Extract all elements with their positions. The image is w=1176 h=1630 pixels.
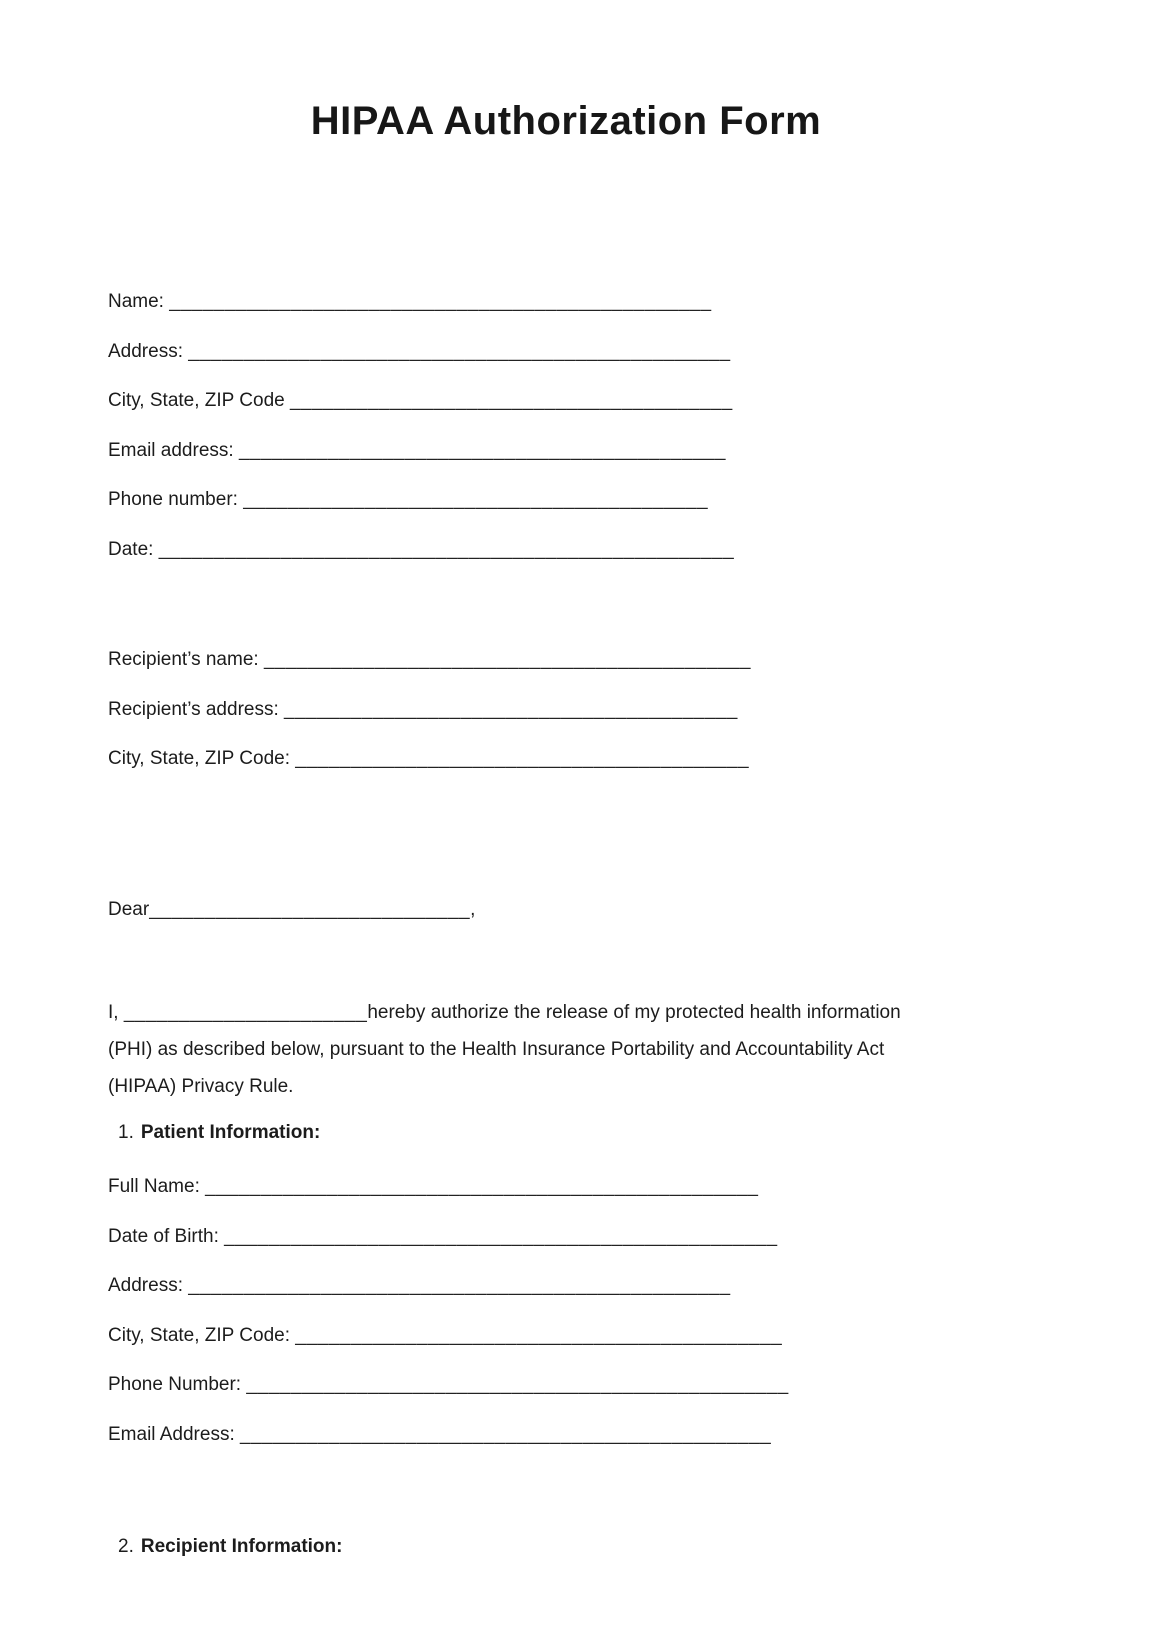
patient-full-name-field-row: [108, 1162, 1176, 1212]
date-field-label: Date:: [108, 538, 159, 560]
recipient-name-blank-line[interactable]: ____________________________________________: [263, 649, 751, 670]
recipient-address-field-label: Recipient’s address:: [108, 698, 285, 720]
salutation-blank-line[interactable]: _____________________________: [149, 898, 471, 920]
authorization-line-1-text: hereby authorize the release of my protected health information: [367, 1002, 901, 1023]
date-blank-line[interactable]: ____________________________________________________: [158, 538, 735, 560]
patient-dob-field-row: [108, 1212, 1176, 1262]
recipient-city-state-zip-blank-line[interactable]: _________________________________________: [295, 748, 750, 769]
patient-phone-field-label: Phone Number:: [108, 1374, 247, 1395]
recipient-city-state-zip-field-label: City, State, ZIP Code:: [108, 748, 296, 769]
email-blank-line[interactable]: ____________________________________________: [238, 439, 726, 461]
personal-info-group: [108, 277, 1176, 574]
authorization-line-1: [108, 994, 1176, 1031]
patient-city-state-zip-field-label: City, State, ZIP Code:: [108, 1324, 296, 1346]
page-title: HIPAA Authorization Form: [310, 99, 822, 143]
authorization-intro: I,: [108, 1002, 124, 1023]
patient-phone-blank-line[interactable]: _________________________________________________: [246, 1374, 789, 1395]
recipient-city-state-zip-field-row: [108, 734, 1176, 784]
patient-address-field-row: [108, 1261, 1176, 1311]
section-1-title: Patient Information:: [140, 1122, 321, 1143]
section-1-number: 1.: [118, 1122, 134, 1143]
recipient-name-field-label: Recipient’s name:: [108, 649, 264, 670]
patient-email-field-row: [108, 1410, 1176, 1460]
email-field-row: [108, 426, 1176, 476]
section-2-title: Recipient Information:: [140, 1536, 343, 1557]
salutation-row: [108, 885, 1176, 935]
section-1-heading: [108, 1118, 1176, 1148]
phone-field-row: [108, 475, 1176, 525]
recipient-contact-group: [108, 635, 1176, 784]
patient-address-blank-line[interactable]: _________________________________________________: [188, 1275, 731, 1296]
patient-city-state-zip-blank-line[interactable]: ____________________________________________: [295, 1324, 783, 1346]
patient-dob-blank-line[interactable]: __________________________________________________: [224, 1225, 778, 1247]
address-blank-line[interactable]: _________________________________________________: [188, 340, 731, 362]
section-2-number: 2.: [118, 1536, 134, 1557]
name-blank-line[interactable]: _________________________________________________: [169, 291, 712, 312]
recipient-address-field-row: [108, 685, 1176, 735]
authorization-paragraph: [108, 994, 1176, 1105]
address-field-row: [108, 327, 1176, 377]
authorization-line-2: (PHI) as described below, pursuant to the Health Insurance Portability and Accountability Act: [108, 1039, 885, 1060]
city-state-zip-blank-line[interactable]: ________________________________________: [289, 390, 733, 411]
phone-blank-line[interactable]: __________________________________________: [243, 489, 709, 510]
salutation-comma: ,: [470, 898, 476, 920]
patient-phone-field-row: [108, 1360, 1176, 1410]
email-field-label: Email address:: [108, 439, 239, 461]
city-state-zip-field-row: [108, 376, 1176, 426]
city-state-zip-field-label: City, State, ZIP Code: [108, 390, 290, 411]
name-field-label: Name:: [108, 291, 170, 312]
patient-email-field-label: Email Address:: [108, 1423, 240, 1445]
recipient-address-blank-line[interactable]: _________________________________________: [284, 698, 738, 720]
phone-field-label: Phone number:: [108, 489, 244, 510]
patient-address-field-label: Address:: [108, 1275, 189, 1296]
declarant-name-blank-line[interactable]: ______________________: [123, 1002, 368, 1023]
patient-full-name-field-label: Full Name:: [108, 1176, 206, 1197]
patient-full-name-blank-line[interactable]: __________________________________________________: [205, 1176, 759, 1197]
patient-city-state-zip-field-row: [108, 1311, 1176, 1361]
patient-email-blank-line[interactable]: ________________________________________________: [240, 1423, 772, 1445]
patient-info-group: [108, 1162, 1176, 1459]
patient-dob-field-label: Date of Birth:: [108, 1225, 225, 1247]
date-field-row: [108, 525, 1176, 575]
salutation-label: Dear: [108, 898, 150, 920]
authorization-line-3: (HIPAA) Privacy Rule.: [108, 1076, 294, 1097]
section-2-heading: [108, 1532, 1176, 1562]
name-field-row: [108, 277, 1176, 327]
recipient-name-field-row: [108, 635, 1176, 685]
address-field-label: Address:: [108, 340, 189, 362]
